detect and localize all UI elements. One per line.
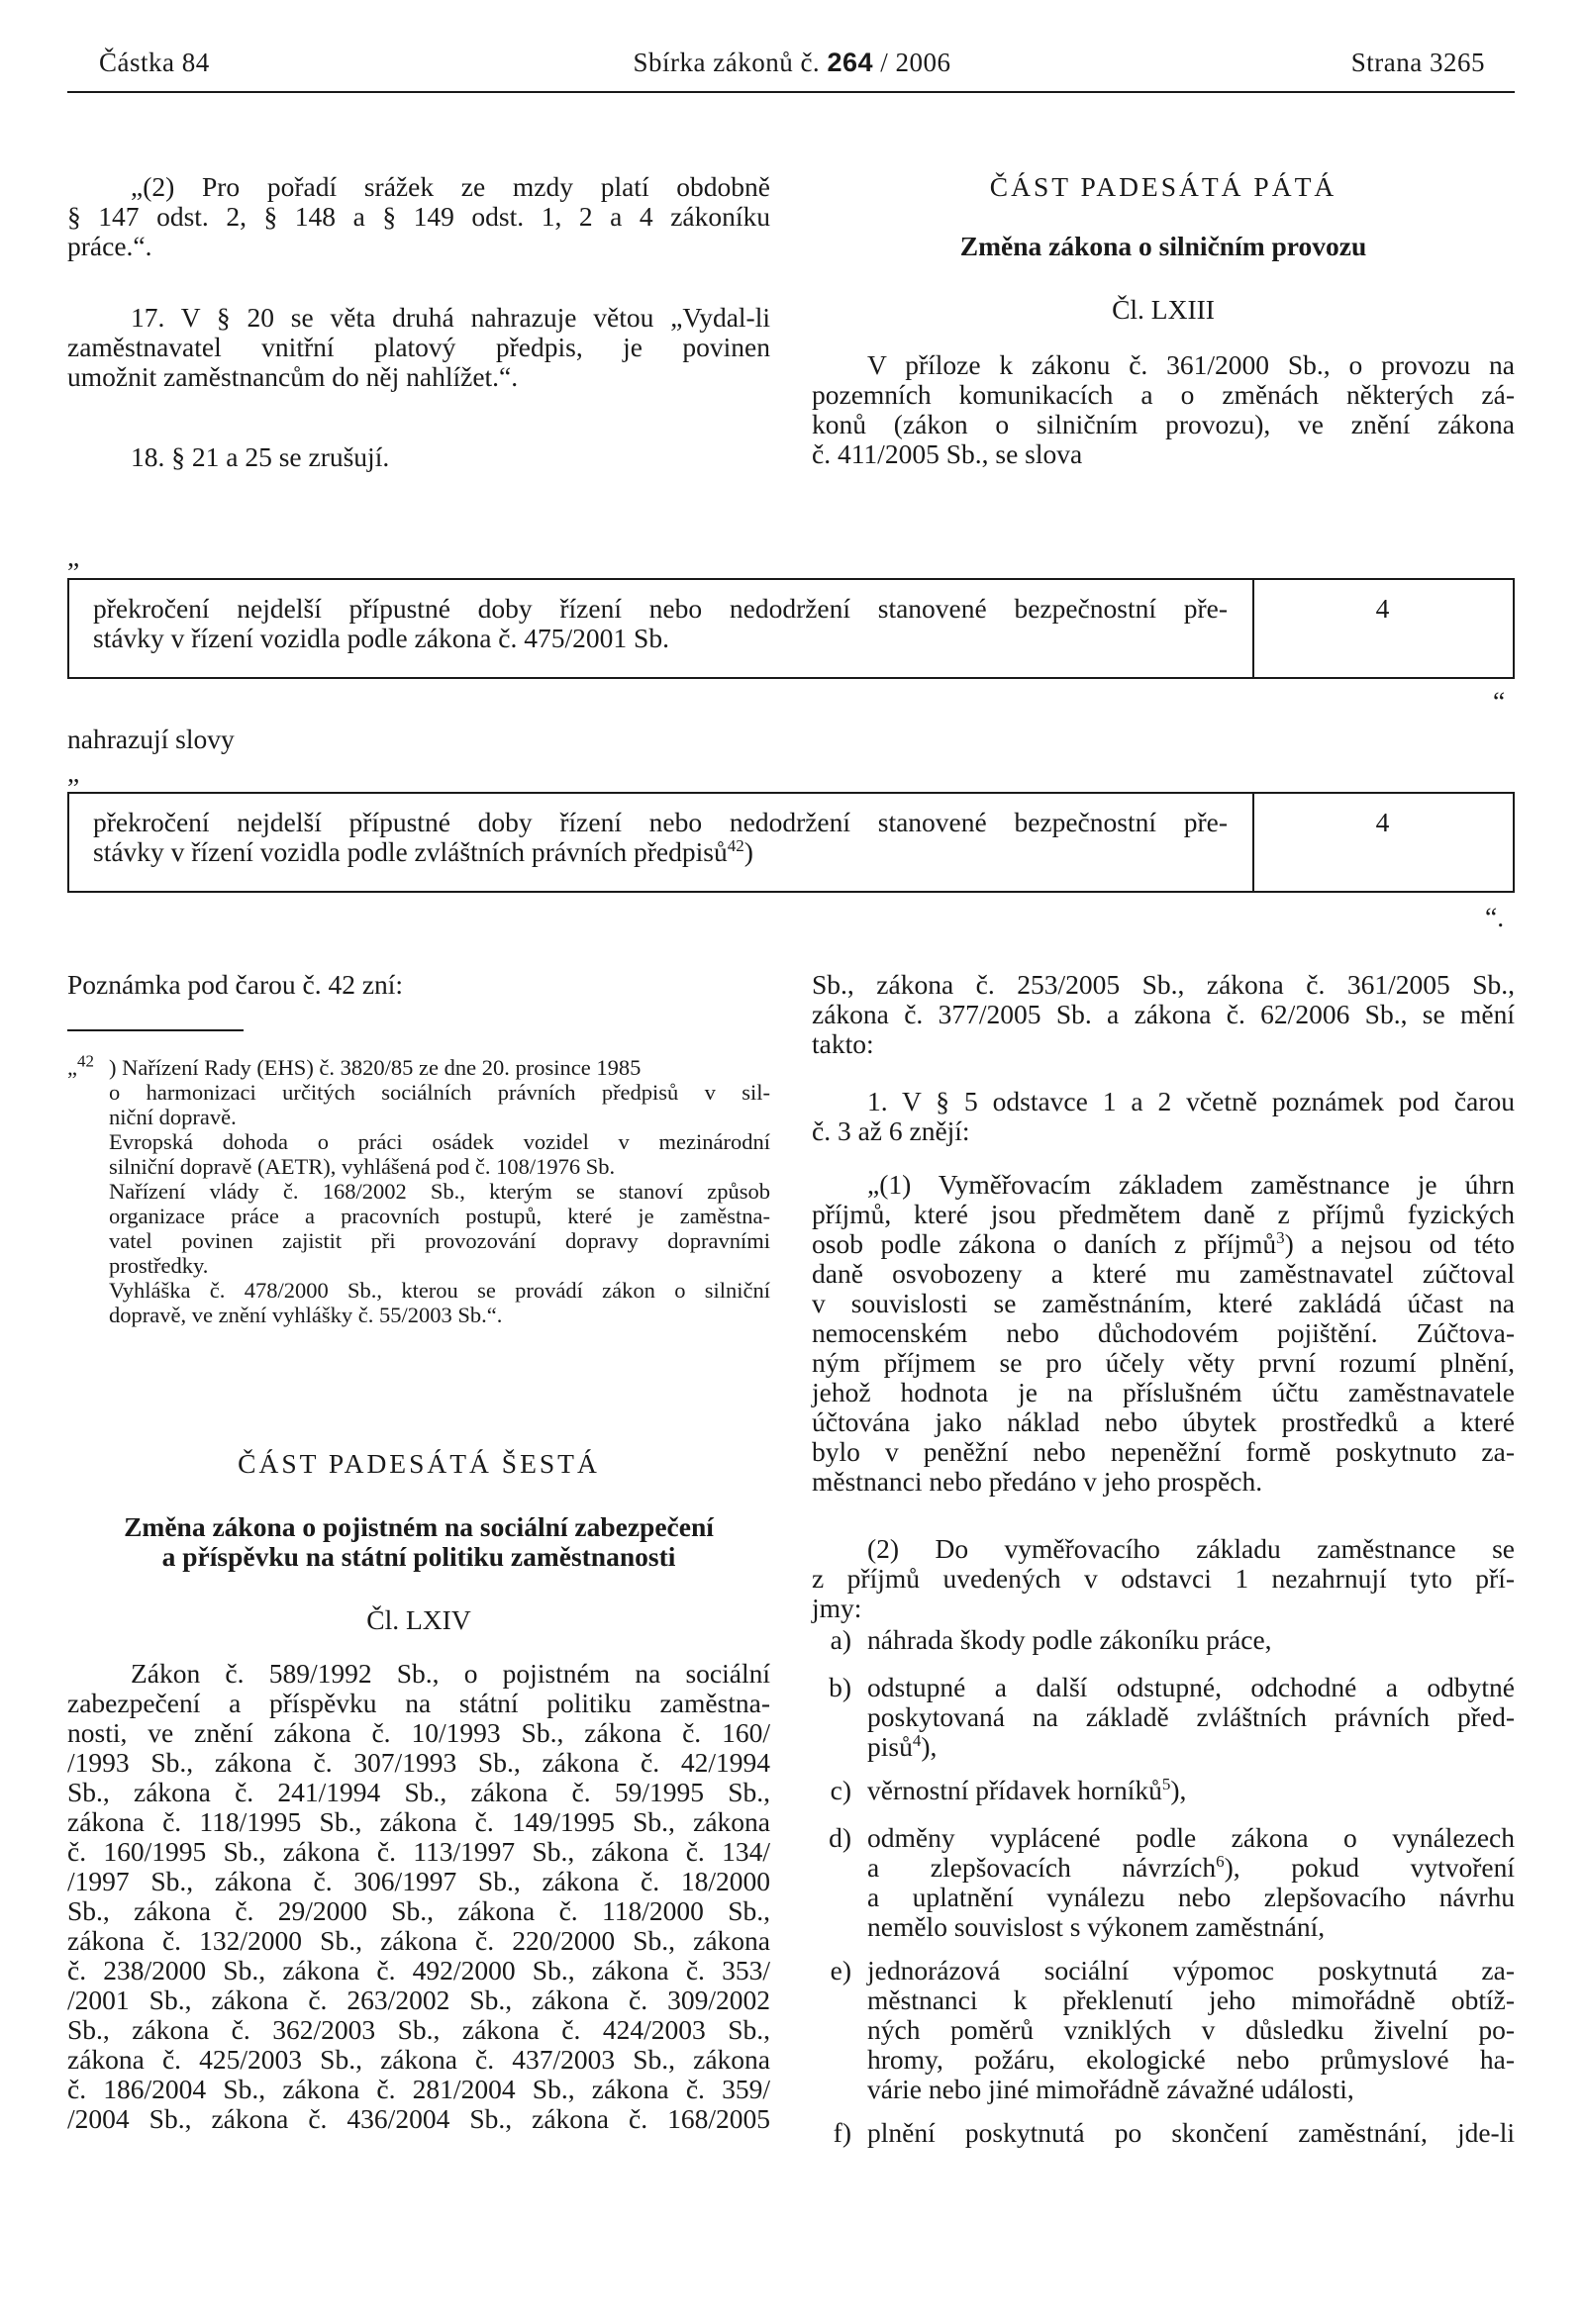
text-line: /2001 Sb., zákona č. 263/2002 Sb., zákona č. 309/2002 [67,1985,770,2015]
text-span: ) a nejsou od této [1284,1228,1515,1259]
text-line [867,1732,1515,1762]
text-line: v souvislosti se zaměstnáním, které zakládá účast na [812,1288,1515,1318]
text-line: zákona č. 425/2003 Sb., zákona č. 437/2003 Sb., zákona [67,2044,770,2075]
text-line: jednorázová sociální výpomoc poskytnutá za- [867,1955,1515,1985]
footnote-ref-6: 6 [1216,1851,1225,1871]
amendment-point-1 [812,1087,1515,1146]
item-f [812,2118,1515,2148]
text-line: silniční dopravě (AETR), vyhlášená pod č. 108/1976 Sb. [109,1154,616,1179]
header-left: Částka 84 [99,48,210,77]
header-year: / 2006 [880,48,951,77]
text-line: /1993 Sb., zákona č. 307/1993 Sb., zákona č. 42/1994 [67,1747,770,1778]
text-line: o harmonizaci určitých sociálních právních předpisů v sil- [109,1080,770,1105]
article-lxiii-body [812,350,1515,469]
table-1-description-cell [69,580,1254,677]
table-2 [67,792,1515,893]
part-56-subtitle [67,1512,770,1572]
text-line: nemělo souvislost s výkonem zaměstnání, [867,1911,1326,1942]
text-line: odměny vyplácené podle zákona o vynálezech [867,1822,1515,1853]
table-1 [67,578,1515,679]
text-span: stávky v řízení vozidla podle zvláštních právních předpisů [93,836,728,867]
text-span: ) Nařízení Rady (EHS) č. 3820/85 ze dne 20. prosince 1985 [109,1055,642,1080]
text-span: a zlepšovacích návrzích [867,1852,1217,1883]
text-span: osob podle zákona o daních z příjmů [812,1228,1277,1259]
text-line: ných poměrů vzniklých v důsledku živelní po- [867,2014,1515,2045]
text-line [812,1229,1515,1259]
item-a [812,1625,1515,1655]
text-line: z příjmů uvedených v odstavci 1 nezahrnují tyto pří- [812,1563,1515,1594]
text-span: ), [1170,1775,1187,1805]
text-line: zabezpečení a příspěvku na státní politiku zaměstna- [67,1688,770,1718]
table-2-points-cell [1252,794,1513,891]
text-line: organizace práce a pracovních postupů, které je zaměstna- [109,1204,770,1228]
text-span: ), [921,1731,938,1762]
text-line: Zákon č. 589/1992 Sb., o pojistném na sociální [131,1658,770,1689]
left-top-paragraph-2 [67,303,770,392]
article-lxiii: Čl. LXIII [1112,294,1215,325]
text-line: Evropská dohoda o práci osádek vozidel v mezinárodní [109,1129,770,1154]
text-line: V příloze k zákonu č. 361/2000 Sb., o provozu na [867,349,1515,380]
text-line: nosti, ve znění zákona č. 10/1993 Sb., zákona č. 160/ [67,1717,770,1748]
header-rule [67,91,1515,93]
text-line: Změna zákona o pojistném na sociální zabezpečení [124,1511,714,1542]
item-label: c) [830,1775,851,1805]
item-c [812,1776,1515,1805]
text-span: „ [67,1055,77,1080]
text-line: zákona č. 132/2000 Sb., zákona č. 220/2000 Sb., zákona [67,1925,770,1956]
text-span: ), pokud vytvoření [1224,1852,1515,1883]
text-line: konů (zákon o silničním provozu), ve znění zákona [812,409,1515,439]
item-label: b) [829,1672,851,1702]
table-2-close-quote: “. [1485,902,1505,932]
footnote-ref-42: 42 [727,835,744,855]
text-line: Sb., zákona č. 29/2000 Sb., zákona č. 118/2000 Sb., [67,1895,770,1926]
text-line: hromy, požáru, ekologické nebo průmyslové ha- [867,2044,1515,2075]
left-top-paragraph-3: 18. § 21 a 25 se zrušují. [131,441,390,472]
footnote-number: 42 [77,1051,94,1071]
text-line: č. 411/2005 Sb., se slova [812,438,1083,469]
footnote-ref-4: 4 [912,1730,922,1750]
part-56-title: ČÁST PADESÁTÁ ŠESTÁ [238,1448,600,1479]
text-line: Sb., zákona č. 253/2005 Sb., zákona č. 361/2005 Sb., [812,969,1515,1000]
text-line: „(1) Vyměřovacím základem zaměstnance je úhrn [867,1169,1515,1200]
text-line: práce.“. [67,231,152,261]
text-line: č. 238/2000 Sb., zákona č. 492/2000 Sb., zákona č. 353/ [67,1955,770,1985]
text-line: č. 3 až 6 znějí: [812,1115,970,1146]
text-line [867,1776,1515,1805]
section-5-paragraph-1 [812,1170,1515,1497]
replacement-phrase: nahrazují slovy [67,724,235,754]
text-line: poskytovaná na základě zvláštních právních před- [867,1701,1515,1732]
text-line: „(2) Pro pořadí srážek ze mzdy platí obdobně [131,171,770,202]
text-span: pisů [867,1731,913,1762]
text-line: Nařízení vlády č. 168/2002 Sb., kterým se stanoví způsob [109,1179,770,1204]
text-line: takto: [812,1028,874,1059]
footnote-first-line [67,1051,770,1080]
table-1-open-quote: „ [67,541,80,572]
text-line: 1. V § 5 odstavce 1 a 2 včetně poznámek pod čarou [867,1086,1515,1116]
header-center [0,48,1584,78]
text-line: jmy: [812,1593,862,1623]
text-line: vatel povinen zajistit při provozování dopravy dopravními [109,1228,770,1253]
header-number: 264 [827,48,873,77]
footnote-rule [67,1029,244,1031]
text-line: § 147 odst. 2, § 148 a § 149 odst. 1, 2 a 4 zákoníku [67,201,770,232]
left-top-paragraph-1 [67,172,770,261]
footnote-intro: Poznámka pod čarou č. 42 zní: [67,969,404,1000]
text-line: příjmů, které jsou předmětem daně z příjmů fyzických [812,1199,1515,1229]
text-line: bylo v peněžní nebo nepeněžní formě poskytnuto za- [812,1436,1515,1467]
item-label: d) [829,1822,851,1853]
text-line: plnění poskytnutá po skončení zaměstnání, jde-li [867,2117,1515,2148]
table-1-line-1: překročení nejdelší přípustné doby řízení nebo nedodržení stanovené bezpečnostní pře- [93,593,1228,624]
text-line: Sb., zákona č. 362/2003 Sb., zákona č. 424/2003 Sb., [67,2014,770,2045]
text-span: ) [743,836,753,867]
text-line: niční dopravě. [109,1105,237,1129]
text-line: nemocenském nebo důchodovém pojištění. Zúčtova- [812,1317,1515,1348]
text-line: a příspěvku na státní politiku zaměstnanosti [161,1541,676,1572]
law-amendment-continuation [812,970,1515,1059]
text-line: pozemních komunikacích a o změnách některých zá- [812,379,1515,410]
text-line: Sb., zákona č. 241/1994 Sb., zákona č. 59/1995 Sb., [67,1777,770,1807]
item-label: e) [830,1955,851,1985]
text-line: zákona č. 118/1995 Sb., zákona č. 149/1995 Sb., zákona [67,1806,770,1837]
header-right: Strana 3265 [1350,48,1485,77]
part-55-title: ČÁST PADESÁTÁ PÁTÁ [989,171,1337,202]
item-b [812,1673,1515,1762]
text-line [867,1853,1515,1883]
text-line: zákona č. 377/2005 Sb. a zákona č. 62/2006 Sb., se mění [812,999,1515,1029]
text-line: /2004 Sb., zákona č. 436/2004 Sb., zákona č. 168/2005 [67,2103,770,2134]
text-line: /1997 Sb., zákona č. 306/1997 Sb., zákona č. 18/2000 [67,1866,770,1896]
article-lxiv: Čl. LXIV [366,1604,471,1635]
footnote-ref-3: 3 [1276,1227,1285,1247]
text-line: č. 160/1995 Sb., zákona č. 113/1997 Sb., zákona č. 134/ [67,1836,770,1867]
table-2-points: 4 [1375,807,1390,837]
text-line: jehož hodnota je na příslušném účtu zaměstnavatele [812,1377,1515,1407]
text-line: účtována jako náklad nebo úbytek prostředků a které [812,1406,1515,1437]
text-span: věrnostní přídavek horníků [867,1775,1162,1805]
text-line: várie nebo jiné mimořádně závažné události, [867,2074,1354,2104]
table-2-description-cell [69,794,1254,891]
text-line: městnanci nebo předáno v jeho prospěch. [812,1466,1263,1497]
text-line: (2) Do vyměřovacího základu zaměstnance se [867,1533,1515,1564]
header-collection: Sbírka zákonů č. [633,48,821,77]
table-1-points-cell [1252,580,1513,677]
text-line: a uplatnění vynálezu nebo zlepšovacího návrhu [867,1882,1515,1912]
table-1-close-quote: “ [1493,686,1506,717]
item-d [812,1823,1515,1942]
text-line: umožnit zaměstnancům do něj nahlížet.“. [67,361,519,392]
part-55-subtitle: Změna zákona o silničním provozu [959,231,1367,261]
item-label: a) [830,1624,851,1655]
table-2-line-2 [93,837,753,867]
item-e [812,1956,1515,2104]
text-line: 17. V § 20 se věta druhá nahrazuje větou „Vydal-li [131,302,770,333]
table-1-points: 4 [1375,593,1390,624]
table-2-line-1: překročení nejdelší přípustné doby řízení nebo nedodržení stanovené bezpečnostní pře- [93,807,1228,837]
table-1-line-2: stávky v řízení vozidla podle zákona č. 475/2001 Sb. [93,623,669,653]
footnote-ref-5: 5 [1161,1774,1171,1793]
text-line: daně osvobozeny a které mu zaměstnavatel zúčtoval [812,1258,1515,1289]
text-line: odstupné a další odstupné, odchodné a odbytné [867,1672,1515,1702]
footnote-marker [67,1051,94,1080]
text-line: městnanci k překlenutí jeho mimořádně obtíž- [867,1985,1515,2015]
text-line: náhrada škody podle zákoníku práce, [867,1624,1272,1655]
text-line: ným příjmem se pro účely věty první rozumí plnění, [812,1347,1515,1378]
article-lxiv-body [67,1659,770,2134]
table-2-open-quote: „ [67,757,80,788]
text-line: prostředky. [109,1253,209,1278]
text-line: zaměstnavatel vnitřní platový předpis, je povinen [67,332,770,362]
text-line: dopravě, ve znění vyhlášky č. 55/2003 Sb.“. [109,1303,503,1327]
text-line: č. 186/2004 Sb., zákona č. 281/2004 Sb., zákona č. 359/ [67,2074,770,2104]
section-5-paragraph-2 [812,1534,1515,1623]
text-line: Vyhláška č. 478/2000 Sb., kterou se provádí zákon o silniční [109,1278,770,1303]
footnote-42 [67,1051,770,1327]
item-label: f) [833,2117,851,2148]
